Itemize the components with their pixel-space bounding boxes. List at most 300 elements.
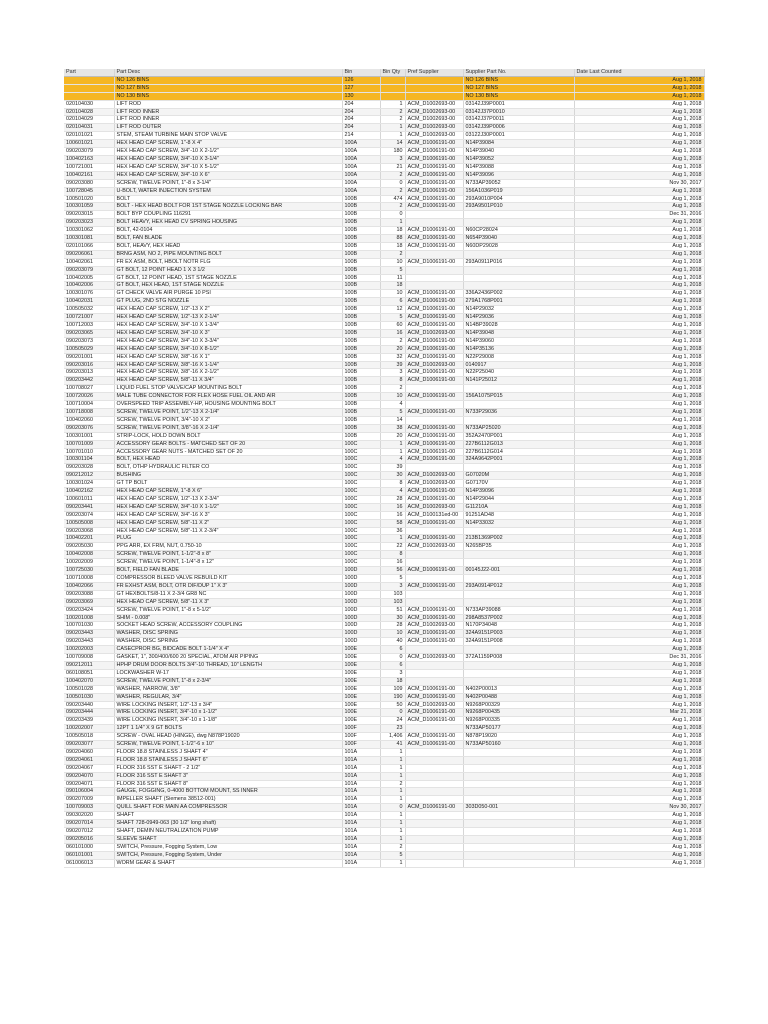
table-row[interactable] (64, 171, 704, 179)
cell-part[interactable]: 100505032 (64, 306, 114, 314)
cell-supplier-part-no[interactable]: N14P35136 (463, 345, 574, 353)
cell-bin[interactable]: 100F (342, 733, 380, 741)
cell-pref-supplier[interactable]: ACM_D1006191-00 (405, 345, 463, 353)
cell-supplier-part-no[interactable]: 324A9642P001 (463, 456, 574, 464)
cell-bin-qty[interactable]: 14 (380, 416, 405, 424)
cell-bin[interactable]: 100B (342, 329, 380, 337)
cell-bin-qty[interactable]: 1 (380, 132, 405, 140)
table-row[interactable] (64, 614, 704, 622)
cell-date-last-counted[interactable]: Aug 1, 2018 (574, 575, 704, 583)
table-row[interactable] (64, 282, 704, 290)
cell-bin[interactable]: 101A (342, 843, 380, 851)
cell-part[interactable]: 100202003 (64, 646, 114, 654)
cell-part-desc[interactable]: HEX HEAD CAP SCREW, 5/8"-11 X 2-3/4" (114, 527, 342, 535)
cell-date-last-counted[interactable]: Aug 1, 2018 (574, 606, 704, 614)
cell-bin[interactable]: 100E (342, 701, 380, 709)
cell-date-last-counted[interactable]: Aug 1, 2018 (574, 772, 704, 780)
cell-date-last-counted[interactable]: Aug 1, 2018 (574, 282, 704, 290)
cell-supplier-part-no[interactable]: 03142J39P0001 (463, 100, 574, 108)
cell-part-desc[interactable]: SCREW - OVAL HEAD (HINGE), dwg N878P19020 (114, 733, 342, 741)
cell-bin-qty[interactable]: 2 (380, 337, 405, 345)
cell-pref-supplier[interactable]: ACM_D1002693-00 (405, 329, 463, 337)
cell-bin-qty[interactable]: 0 (380, 804, 405, 812)
table-row[interactable] (64, 551, 704, 559)
cell-supplier-part-no[interactable]: N733AP50160 (463, 741, 574, 749)
cell-part[interactable]: 090203079 (64, 148, 114, 156)
cell-date-last-counted[interactable]: Aug 1, 2018 (574, 472, 704, 480)
cell-bin-qty[interactable]: 10 (380, 258, 405, 266)
cell-part-desc[interactable]: FLOOR 316 SST E SHAFT 8" (114, 780, 342, 788)
table-row[interactable] (64, 709, 704, 717)
cell-bin[interactable]: 100E (342, 709, 380, 717)
cell-part-desc[interactable]: SLEEVE SHAFT (114, 835, 342, 843)
cell-part-desc[interactable]: HEX HEAD CAP SCREW, 1/2"-13 X 2" (114, 306, 342, 314)
cell-part[interactable]: 100202009 (64, 559, 114, 567)
cell-part-desc[interactable]: SHAFT, DEMIN NEUTRALIZATION PUMP (114, 828, 342, 836)
cell-supplier-part-no[interactable] (463, 401, 574, 409)
cell-part[interactable]: 020101021 (64, 132, 114, 140)
table-row[interactable] (64, 219, 704, 227)
cell-bin-qty[interactable]: 16 (380, 503, 405, 511)
cell-part[interactable]: 020104029 (64, 116, 114, 124)
table-row[interactable] (64, 448, 704, 456)
cell-bin[interactable]: 100E (342, 693, 380, 701)
cell-date-last-counted[interactable]: Aug 1, 2018 (574, 590, 704, 598)
cell-pref-supplier[interactable] (405, 828, 463, 836)
cell-bin-qty[interactable]: 6 (380, 298, 405, 306)
cell-pref-supplier[interactable]: ACM_D1006191-00 (405, 377, 463, 385)
cell-bin[interactable]: 100B (342, 227, 380, 235)
table-row[interactable] (64, 859, 704, 867)
table-row[interactable] (64, 416, 704, 424)
cell-bin-qty[interactable]: 21 (380, 163, 405, 171)
cell-date-last-counted[interactable]: Aug 1, 2018 (574, 345, 704, 353)
cell-pref-supplier[interactable]: ACM_D1006191-00 (405, 306, 463, 314)
cell-date-last-counted[interactable]: Aug 1, 2018 (574, 440, 704, 448)
cell-part-desc[interactable]: GT BOLT, 12 POINT HEAD, 1ST STAGE NOZZLE (114, 274, 342, 282)
cell-part[interactable]: 100720026 (64, 393, 114, 401)
cell-bin[interactable]: 100C (342, 464, 380, 472)
cell-part[interactable]: 061006013 (64, 859, 114, 867)
cell-bin[interactable]: 100B (342, 408, 380, 416)
table-row[interactable] (64, 92, 704, 100)
table-row[interactable] (64, 337, 704, 345)
cell-part-desc[interactable]: OVERSPEED TRIP ASSEMBLY-HP, HOUSING MOUNTING BOLT (114, 401, 342, 409)
cell-bin-qty[interactable]: 2 (380, 843, 405, 851)
cell-supplier-part-no[interactable]: N733AP25020 (463, 424, 574, 432)
cell-date-last-counted[interactable]: Nov 30, 2017 (574, 179, 704, 187)
cell-part[interactable]: 100301081 (64, 235, 114, 243)
cell-supplier-part-no[interactable] (463, 748, 574, 756)
cell-part[interactable]: 100202007 (64, 725, 114, 733)
cell-bin[interactable]: 100B (342, 235, 380, 243)
cell-bin[interactable]: 100F (342, 725, 380, 733)
table-row[interactable] (64, 250, 704, 258)
cell-bin-qty[interactable]: 474 (380, 195, 405, 203)
cell-date-last-counted[interactable]: Aug 1, 2018 (574, 242, 704, 250)
cell-part[interactable]: 060108051 (64, 669, 114, 677)
cell-pref-supplier[interactable]: ACM_D1006191-00 (405, 448, 463, 456)
cell-part[interactable]: 090203073 (64, 337, 114, 345)
cell-pref-supplier[interactable]: ACM_D1006191-00 (405, 258, 463, 266)
cell-bin-qty[interactable]: 1 (380, 756, 405, 764)
cell-part[interactable]: 090203439 (64, 717, 114, 725)
cell-part[interactable]: 100402008 (64, 551, 114, 559)
cell-supplier-part-no[interactable] (463, 527, 574, 535)
cell-date-last-counted[interactable]: Aug 1, 2018 (574, 306, 704, 314)
table-row[interactable] (64, 559, 704, 567)
cell-bin-qty[interactable]: 41 (380, 741, 405, 749)
cell-part[interactable]: 100402061 (64, 258, 114, 266)
cell-part[interactable]: 090203023 (64, 219, 114, 227)
cell-part-desc[interactable]: WORM GEAR & SHAFT (114, 859, 342, 867)
cell-part[interactable]: 090302020 (64, 812, 114, 820)
cell-pref-supplier[interactable]: ACM_D1006191-00 (405, 195, 463, 203)
cell-date-last-counted[interactable]: Aug 1, 2018 (574, 432, 704, 440)
cell-date-last-counted[interactable]: Aug 1, 2018 (574, 76, 704, 84)
cell-bin-qty[interactable]: 103 (380, 598, 405, 606)
cell-bin-qty[interactable] (380, 76, 405, 84)
cell-bin[interactable]: 100C (342, 448, 380, 456)
cell-supplier-part-no[interactable]: N402P00013 (463, 685, 574, 693)
cell-supplier-part-no[interactable]: 324A9151P003 (463, 630, 574, 638)
cell-pref-supplier[interactable]: ACM_D1002693-00 (405, 472, 463, 480)
cell-part-desc[interactable]: STRIP-LOCK, HOLD DOWN BOLT (114, 432, 342, 440)
cell-bin[interactable]: 100E (342, 717, 380, 725)
cell-date-last-counted[interactable]: Aug 1, 2018 (574, 488, 704, 496)
cell-supplier-part-no[interactable]: N14P39096 (463, 488, 574, 496)
cell-bin-qty[interactable]: 40 (380, 638, 405, 646)
cell-bin-qty[interactable]: 18 (380, 227, 405, 235)
cell-supplier-part-no[interactable]: 336A2436P002 (463, 290, 574, 298)
cell-bin-qty[interactable]: 16 (380, 329, 405, 337)
cell-bin-qty[interactable]: 1 (380, 219, 405, 227)
cell-date-last-counted[interactable]: Aug 1, 2018 (574, 187, 704, 195)
cell-date-last-counted[interactable]: Aug 1, 2018 (574, 543, 704, 551)
table-row[interactable] (64, 353, 704, 361)
cell-part[interactable]: 100301076 (64, 290, 114, 298)
cell-pref-supplier[interactable] (405, 219, 463, 227)
cell-supplier-part-no[interactable] (463, 756, 574, 764)
cell-supplier-part-no[interactable]: 227B6112G013 (463, 440, 574, 448)
cell-pref-supplier[interactable] (405, 76, 463, 84)
table-row[interactable] (64, 804, 704, 812)
cell-date-last-counted[interactable]: Aug 1, 2018 (574, 630, 704, 638)
cell-date-last-counted[interactable]: Aug 1, 2018 (574, 124, 704, 132)
cell-bin[interactable]: 100A (342, 148, 380, 156)
cell-bin[interactable]: 100C (342, 480, 380, 488)
cell-bin-qty[interactable]: 12 (380, 306, 405, 314)
cell-part[interactable]: 020104031 (64, 124, 114, 132)
cell-pref-supplier[interactable]: ACM_D1006191-00 (405, 203, 463, 211)
cell-part[interactable]: 100721001 (64, 163, 114, 171)
cell-supplier-part-no[interactable]: N14P39052 (463, 155, 574, 163)
cell-date-last-counted[interactable]: Aug 1, 2018 (574, 677, 704, 685)
cell-bin[interactable]: 204 (342, 100, 380, 108)
table-row[interactable] (64, 788, 704, 796)
table-row[interactable] (64, 527, 704, 535)
cell-bin[interactable]: 100C (342, 551, 380, 559)
table-row[interactable] (64, 377, 704, 385)
cell-part[interactable]: 090203015 (64, 211, 114, 219)
cell-date-last-counted[interactable]: Aug 1, 2018 (574, 155, 704, 163)
cell-bin[interactable]: 100B (342, 298, 380, 306)
cell-bin-qty[interactable]: 28 (380, 622, 405, 630)
cell-bin[interactable]: 100A (342, 140, 380, 148)
table-row[interactable] (64, 756, 704, 764)
cell-bin[interactable]: 100B (342, 401, 380, 409)
cell-supplier-part-no[interactable]: G07170V (463, 480, 574, 488)
cell-part[interactable]: 100709008 (64, 654, 114, 662)
cell-date-last-counted[interactable]: Aug 1, 2018 (574, 733, 704, 741)
cell-pref-supplier[interactable] (405, 385, 463, 393)
cell-supplier-part-no[interactable]: 03142J37P0011 (463, 116, 574, 124)
table-row[interactable] (64, 535, 704, 543)
cell-part[interactable]: 100402070 (64, 677, 114, 685)
cell-bin-qty[interactable]: 2 (380, 203, 405, 211)
cell-date-last-counted[interactable]: Aug 1, 2018 (574, 598, 704, 606)
cell-part[interactable]: 090203442 (64, 377, 114, 385)
cell-date-last-counted[interactable]: Aug 1, 2018 (574, 835, 704, 843)
cell-bin-qty[interactable]: 30 (380, 614, 405, 622)
cell-supplier-part-no[interactable]: 00145J22-001 (463, 567, 574, 575)
cell-part-desc[interactable]: NO 130 BINS (114, 92, 342, 100)
cell-bin-qty[interactable]: 39 (380, 464, 405, 472)
cell-supplier-part-no[interactable]: NO 130 BINS (463, 92, 574, 100)
cell-date-last-counted[interactable]: Aug 1, 2018 (574, 843, 704, 851)
cell-pref-supplier[interactable] (405, 812, 463, 820)
cell-date-last-counted[interactable]: Aug 1, 2018 (574, 748, 704, 756)
cell-pref-supplier[interactable]: ACM_D1002693-00 (405, 116, 463, 124)
cell-supplier-part-no[interactable]: N22P25040 (463, 369, 574, 377)
cell-bin-qty[interactable]: 8 (380, 377, 405, 385)
cell-bin[interactable]: 126 (342, 76, 380, 84)
cell-part[interactable]: 100402006 (64, 282, 114, 290)
cell-part-desc[interactable]: HPHP DRUM DOOR BOLTS 3/4"-10 THREAD, 10" LENGTH (114, 661, 342, 669)
cell-pref-supplier[interactable]: ACM_D1006191-00 (405, 140, 463, 148)
cell-supplier-part-no[interactable]: 293A0914P012 (463, 582, 574, 590)
header-bin[interactable]: Bin (342, 69, 380, 76)
cell-supplier-part-no[interactable]: N265BP35 (463, 543, 574, 551)
cell-bin-qty[interactable]: 39 (380, 361, 405, 369)
cell-supplier-part-no[interactable] (463, 590, 574, 598)
cell-pref-supplier[interactable]: ACM_D1006191-00 (405, 440, 463, 448)
cell-bin[interactable]: 100B (342, 393, 380, 401)
cell-pref-supplier[interactable] (405, 835, 463, 843)
cell-supplier-part-no[interactable]: 324A9151P008 (463, 638, 574, 646)
table-row[interactable] (64, 361, 704, 369)
table-row[interactable] (64, 828, 704, 836)
cell-supplier-part-no[interactable] (463, 796, 574, 804)
cell-part[interactable]: 090207014 (64, 820, 114, 828)
table-row[interactable] (64, 725, 704, 733)
cell-bin[interactable]: 100B (342, 385, 380, 393)
cell-part-desc[interactable]: SCREW, TWELVE POINT, 3/8"-16 X 2-1/4" (114, 424, 342, 432)
cell-part[interactable]: 090203069 (64, 598, 114, 606)
cell-bin[interactable]: 100B (342, 322, 380, 330)
cell-pref-supplier[interactable]: ACM_D1002693-00 (405, 654, 463, 662)
cell-pref-supplier[interactable]: ACM_D100131ed-00 (405, 511, 463, 519)
cell-bin-qty[interactable]: 23 (380, 725, 405, 733)
cell-part-desc[interactable]: GT BOLT, 12 POINT HEAD 1 X 3 1/2 (114, 266, 342, 274)
cell-pref-supplier[interactable]: ACM_D1002693-00 (405, 100, 463, 108)
cell-pref-supplier[interactable]: ACM_D1002693-00 (405, 503, 463, 511)
cell-part[interactable]: 100402163 (64, 155, 114, 163)
table-row[interactable] (64, 646, 704, 654)
cell-part[interactable]: 100701010 (64, 448, 114, 456)
cell-bin-qty[interactable]: 1 (380, 748, 405, 756)
cell-supplier-part-no[interactable]: 0140917 (463, 361, 574, 369)
cell-supplier-part-no[interactable] (463, 250, 574, 258)
cell-pref-supplier[interactable] (405, 401, 463, 409)
cell-pref-supplier[interactable] (405, 796, 463, 804)
cell-pref-supplier[interactable]: ACM_D1006191-00 (405, 369, 463, 377)
cell-date-last-counted[interactable]: Aug 1, 2018 (574, 258, 704, 266)
table-row[interactable] (64, 685, 704, 693)
cell-part-desc[interactable]: SHIM - 0.008" (114, 614, 342, 622)
cell-pref-supplier[interactable]: ACM_D1006191-00 (405, 804, 463, 812)
cell-part[interactable]: 100301062 (64, 227, 114, 235)
cell-part[interactable] (64, 92, 114, 100)
cell-bin[interactable]: 100A (342, 187, 380, 195)
cell-date-last-counted[interactable]: Aug 1, 2018 (574, 337, 704, 345)
cell-part[interactable]: 090212012 (64, 472, 114, 480)
cell-bin-qty[interactable]: 10 (380, 290, 405, 298)
cell-pref-supplier[interactable] (405, 266, 463, 274)
cell-bin[interactable]: 100D (342, 630, 380, 638)
cell-part-desc[interactable]: SHAFT 728-0949-063 (30 1/2" long shaft) (114, 820, 342, 828)
cell-supplier-part-no[interactable]: 156A1036P019 (463, 187, 574, 195)
cell-part-desc[interactable]: HEX HEAD CAP SCREW, 3/4"-10 X 1-1/2" (114, 503, 342, 511)
cell-pref-supplier[interactable] (405, 92, 463, 100)
cell-bin[interactable]: 130 (342, 92, 380, 100)
cell-part-desc[interactable]: BUSHING (114, 472, 342, 480)
cell-bin-qty[interactable]: 88 (380, 235, 405, 243)
table-row[interactable] (64, 796, 704, 804)
cell-bin-qty[interactable]: 24 (380, 717, 405, 725)
cell-supplier-part-no[interactable] (463, 266, 574, 274)
cell-pref-supplier[interactable]: ACM_D1006191-00 (405, 741, 463, 749)
cell-supplier-part-no[interactable] (463, 828, 574, 836)
cell-part[interactable]: 090203080 (64, 179, 114, 187)
cell-part-desc[interactable]: LIFT ROD INNER (114, 108, 342, 116)
cell-bin-qty[interactable]: 28 (380, 495, 405, 503)
table-row[interactable] (64, 654, 704, 662)
table-row[interactable] (64, 235, 704, 243)
cell-date-last-counted[interactable]: Aug 1, 2018 (574, 456, 704, 464)
cell-supplier-part-no[interactable]: N60CP28024 (463, 227, 574, 235)
cell-supplier-part-no[interactable] (463, 764, 574, 772)
cell-part[interactable]: 100718008 (64, 408, 114, 416)
cell-bin-qty[interactable]: 2 (380, 108, 405, 116)
cell-supplier-part-no[interactable]: N170P34048 (463, 622, 574, 630)
table-row[interactable] (64, 488, 704, 496)
table-row[interactable] (64, 306, 704, 314)
cell-part-desc[interactable]: HEX HEAD CAP SCREW, 3/4"-10 X 6" (114, 171, 342, 179)
cell-supplier-part-no[interactable] (463, 859, 574, 867)
cell-part[interactable]: 100505018 (64, 733, 114, 741)
cell-pref-supplier[interactable]: ACM_D1002693-00 (405, 701, 463, 709)
cell-bin-qty[interactable]: 1 (380, 448, 405, 456)
cell-date-last-counted[interactable]: Aug 1, 2018 (574, 638, 704, 646)
cell-date-last-counted[interactable]: Aug 1, 2018 (574, 661, 704, 669)
cell-bin[interactable]: 100D (342, 575, 380, 583)
cell-part[interactable]: 100708027 (64, 385, 114, 393)
cell-part-desc[interactable]: NO 127 BINS (114, 84, 342, 92)
cell-pref-supplier[interactable]: ACM_D1006191-00 (405, 290, 463, 298)
cell-supplier-part-no[interactable] (463, 598, 574, 606)
cell-bin[interactable]: 100A (342, 163, 380, 171)
cell-part-desc[interactable]: LIFT ROD (114, 100, 342, 108)
cell-supplier-part-no[interactable]: N14P39088 (463, 163, 574, 171)
cell-bin[interactable]: 100B (342, 416, 380, 424)
cell-supplier-part-no[interactable] (463, 282, 574, 290)
table-row[interactable] (64, 314, 704, 322)
cell-part[interactable]: 020104028 (64, 108, 114, 116)
cell-pref-supplier[interactable] (405, 250, 463, 258)
cell-part-desc[interactable]: ACCESSORY GEAR NUTS - MATCHED SET OF 20 (114, 448, 342, 456)
cell-pref-supplier[interactable]: ACM_D1002693-00 (405, 543, 463, 551)
cell-bin[interactable]: 100A (342, 179, 380, 187)
cell-date-last-counted[interactable]: Aug 1, 2018 (574, 701, 704, 709)
table-row[interactable] (64, 163, 704, 171)
cell-date-last-counted[interactable]: Aug 1, 2018 (574, 646, 704, 654)
table-row[interactable] (64, 575, 704, 583)
cell-date-last-counted[interactable]: Aug 1, 2018 (574, 353, 704, 361)
cell-pref-supplier[interactable]: ACM_D1006191-00 (405, 717, 463, 725)
cell-part[interactable]: 090203077 (64, 741, 114, 749)
cell-date-last-counted[interactable]: Aug 1, 2018 (574, 401, 704, 409)
cell-bin-qty[interactable]: 10 (380, 630, 405, 638)
cell-date-last-counted[interactable]: Aug 1, 2018 (574, 535, 704, 543)
table-row[interactable] (64, 369, 704, 377)
cell-bin[interactable]: 100B (342, 432, 380, 440)
cell-part[interactable]: 100402060 (64, 416, 114, 424)
cell-bin-qty[interactable]: 4 (380, 401, 405, 409)
cell-part[interactable]: 100402161 (64, 171, 114, 179)
cell-supplier-part-no[interactable]: 352A2470P001 (463, 432, 574, 440)
table-row[interactable] (64, 266, 704, 274)
cell-supplier-part-no[interactable]: N14P39040 (463, 148, 574, 156)
cell-part[interactable]: 060101001 (64, 851, 114, 859)
cell-bin-qty[interactable] (380, 92, 405, 100)
cell-part-desc[interactable]: HEX HEAD CAP SCREW, 3/4"-10 X 1-3/4" (114, 322, 342, 330)
cell-bin[interactable]: 100F (342, 741, 380, 749)
cell-date-last-counted[interactable]: Aug 1, 2018 (574, 235, 704, 243)
cell-bin-qty[interactable]: 2 (380, 187, 405, 195)
cell-supplier-part-no[interactable]: N402P00488 (463, 693, 574, 701)
cell-bin[interactable]: 100B (342, 258, 380, 266)
table-row[interactable] (64, 116, 704, 124)
table-row[interactable] (64, 76, 704, 84)
cell-supplier-part-no[interactable]: 293A9010P004 (463, 195, 574, 203)
cell-bin-qty[interactable]: 1 (380, 124, 405, 132)
cell-part-desc[interactable]: HEX HEAD CAP SCREW, 3/4"-10 X 2-1/2" (114, 148, 342, 156)
table-row[interactable] (64, 622, 704, 630)
cell-date-last-counted[interactable]: Aug 1, 2018 (574, 551, 704, 559)
cell-part[interactable]: 090203065 (64, 329, 114, 337)
cell-bin-qty[interactable]: 0 (380, 211, 405, 219)
cell-part-desc[interactable]: 12PT 1 1/4" X 9 GT BOLTS (114, 725, 342, 733)
cell-part[interactable]: 090204067 (64, 764, 114, 772)
table-row[interactable] (64, 630, 704, 638)
cell-bin-qty[interactable]: 6 (380, 661, 405, 669)
cell-part[interactable]: 090106004 (64, 788, 114, 796)
cell-bin-qty[interactable]: 5 (380, 851, 405, 859)
cell-supplier-part-no[interactable] (463, 835, 574, 843)
cell-date-last-counted[interactable]: Aug 1, 2018 (574, 163, 704, 171)
cell-date-last-counted[interactable]: Aug 1, 2018 (574, 796, 704, 804)
